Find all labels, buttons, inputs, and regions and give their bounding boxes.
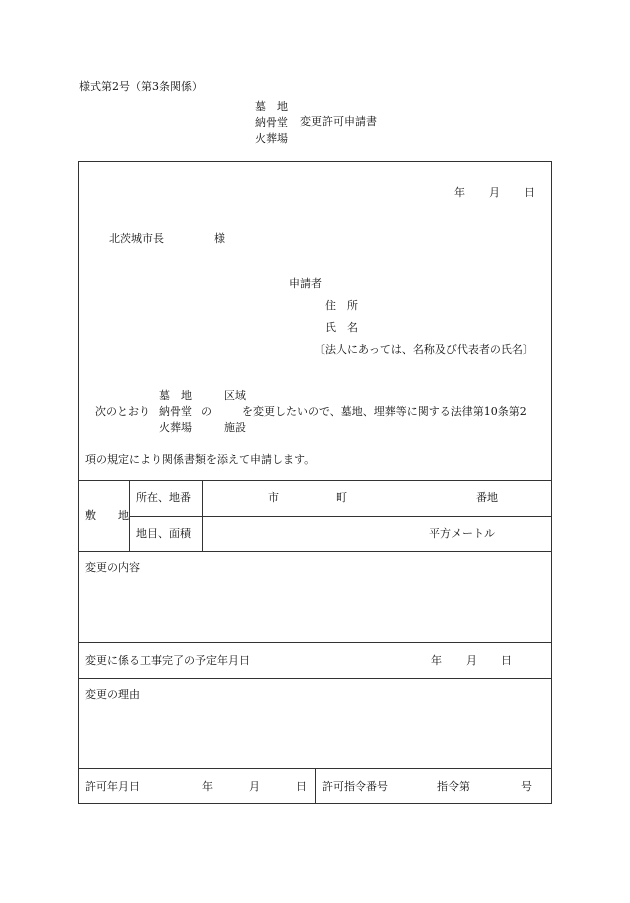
- addressee-honorific: 様: [214, 232, 225, 245]
- statement-facility-crematorium: 火葬場: [159, 421, 192, 434]
- change-content-label: 変更の内容: [85, 561, 140, 574]
- permit-directive-prefix: 指令第: [437, 780, 470, 793]
- statement-particle: の: [201, 405, 212, 418]
- land-category-label: 地目、面積: [136, 527, 191, 540]
- permit-number-suffix: 号: [521, 780, 532, 793]
- scope-option-area: 区域: [224, 389, 246, 402]
- permit-day: 日: [296, 780, 307, 793]
- header-facility-ossuary: 納骨堂: [255, 116, 288, 129]
- statement-facility-list: [159, 389, 192, 437]
- applicant-name-label: 氏 名: [325, 321, 358, 334]
- applicant-label: 申請者: [289, 277, 322, 290]
- location-city-unit: 市: [268, 491, 279, 504]
- location-town-unit: 町: [336, 491, 347, 504]
- divider-reason-top: [79, 678, 551, 679]
- area-unit: 平方メートル: [429, 527, 495, 540]
- addressee-name: 北茨城市長: [109, 232, 164, 245]
- completion-month: 月: [466, 654, 477, 667]
- scope-option-facility: 施設: [224, 421, 246, 434]
- date-year: 年: [454, 186, 465, 199]
- statement-line-2: 項の規定により関係書類を添えて申請します。: [85, 453, 316, 466]
- site-label: 敷 地: [85, 509, 129, 522]
- request-title: 変更許可申請書: [300, 115, 377, 128]
- date-month: 月: [489, 186, 500, 199]
- location-label: 所在、地番: [136, 491, 191, 504]
- divider-change-content-top: [79, 551, 551, 552]
- statement-suffix: を変更したいので、墓地、埋葬等に関する法律第10条第2: [242, 405, 527, 418]
- form-number: 様式第2号（第3条関係）: [79, 80, 203, 93]
- location-lot-unit: 番地: [476, 491, 498, 504]
- header-facility-crematorium: 火葬場: [255, 132, 288, 145]
- applicant-address-label: 住 所: [325, 299, 358, 312]
- permit-date-label: 許可年月日: [85, 780, 140, 793]
- permit-year: 年: [202, 780, 213, 793]
- permit-month: 月: [249, 780, 260, 793]
- header-facility-list: [255, 100, 288, 148]
- divider-site-top: [79, 480, 551, 481]
- corporate-note: 〔法人にあっては、名称及び代表者の氏名〕: [314, 343, 534, 356]
- statement-facility-cemetery: 墓 地: [159, 389, 192, 402]
- header-facility-cemetery: 墓 地: [255, 100, 288, 113]
- completion-year: 年: [431, 654, 442, 667]
- divider-completion-top: [79, 642, 551, 643]
- application-form-frame: [78, 161, 552, 804]
- divider-permit-middle: [315, 768, 316, 803]
- date-day: 日: [524, 186, 535, 199]
- change-reason-label: 変更の理由: [85, 688, 140, 701]
- statement-prefix: 次のとおり: [95, 405, 150, 418]
- statement-facility-ossuary: 納骨堂: [159, 405, 192, 418]
- permit-number-label: 許可指令番号: [322, 780, 388, 793]
- completion-label: 変更に係る工事完了の予定年月日: [85, 654, 250, 667]
- divider-site-middle: [129, 516, 551, 517]
- completion-day: 日: [501, 654, 512, 667]
